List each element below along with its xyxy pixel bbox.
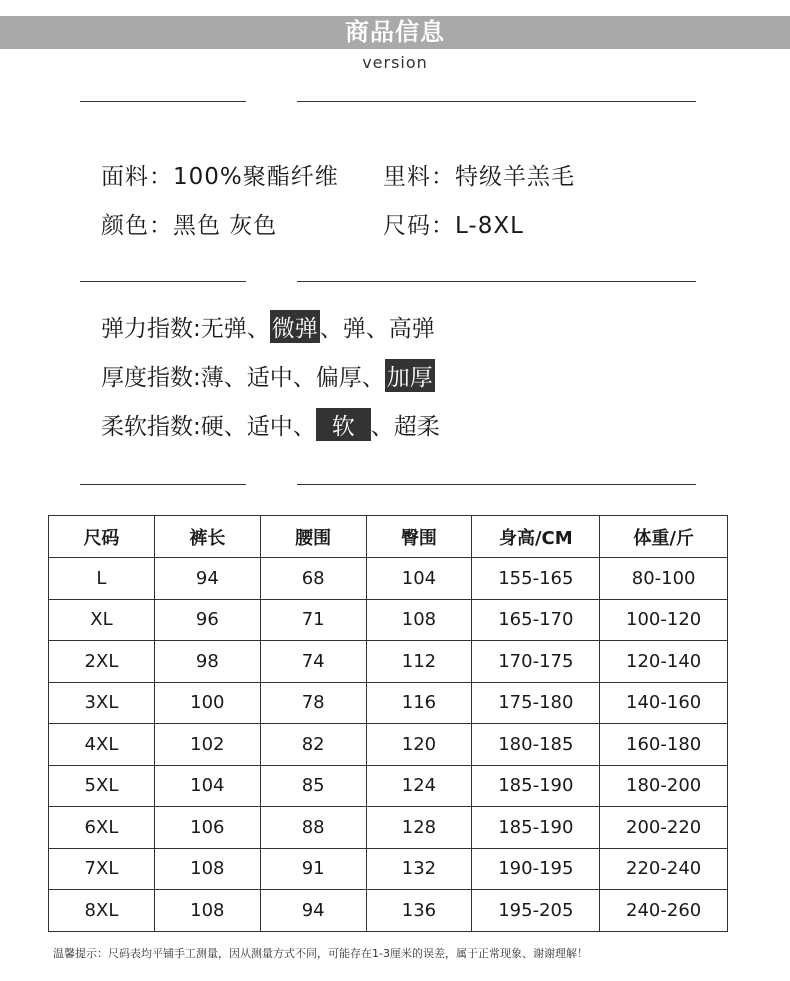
divider-right-3 [297,484,696,485]
index-option-selected: 软 [316,408,371,441]
table-cell: 82 [260,724,366,766]
table-row [49,558,728,600]
size-cell: 4XL [49,724,155,766]
table-cell: 100-120 [600,599,728,641]
index-option-selected: 微弹 [270,310,320,343]
table-cell: 68 [260,558,366,600]
table-cell: 180-185 [472,724,600,766]
size-cell: 2XL [49,641,155,683]
table-cell: 220-240 [600,848,728,890]
table-cell: 108 [154,890,260,932]
index-option: 弹 [342,316,366,342]
spec-fabric: 面料：100%聚酯纤维 [101,164,339,190]
index-row-softness: 柔软指数:硬、适中、 软 、超柔 [101,408,440,441]
header-cell: 身高/CM [472,516,600,558]
index-row-elasticity: 弹力指数:无弹、微弹、弹、高弹 [101,310,435,343]
page-subtitle: version [362,53,428,72]
table-cell: 116 [366,682,472,724]
index-option: 高弹 [388,316,435,342]
size-cell: XL [49,599,155,641]
table-cell: 108 [154,848,260,890]
table-row [49,807,728,849]
table-row [49,765,728,807]
table-cell: 71 [260,599,366,641]
index-label: 弹力指数: [101,316,201,342]
index-option: 偏厚 [315,365,362,391]
divider-left-2 [80,281,246,282]
table-cell: 190-195 [472,848,600,890]
table-cell: 96 [154,599,260,641]
table-cell: 106 [154,807,260,849]
table-cell: 128 [366,807,472,849]
table-cell: 80-100 [600,558,728,600]
table-cell: 102 [154,724,260,766]
table-row [49,599,728,641]
table-row [49,641,728,683]
table-cell: 104 [154,765,260,807]
page-title: 商品信息 [345,18,445,46]
divider-left-3 [80,484,246,485]
index-option: 超柔 [393,414,440,440]
table-cell: 140-160 [600,682,728,724]
table-cell: 85 [260,765,366,807]
index-label: 厚度指数: [101,365,201,391]
index-option: 适中 [246,365,293,391]
table-row [49,724,728,766]
table-cell: 175-180 [472,682,600,724]
size-table [48,515,728,932]
header-cell: 体重/斤 [600,516,728,558]
table-cell: 170-175 [472,641,600,683]
table-cell: 88 [260,807,366,849]
size-cell: 5XL [49,765,155,807]
size-cell: L [49,558,155,600]
table-cell: 185-190 [472,765,600,807]
size-table-header [49,516,728,558]
spec-color: 颜色：黑色 灰色 [101,213,278,239]
index-option: 无弹 [200,316,247,342]
table-cell: 136 [366,890,472,932]
table-cell: 155-165 [472,558,600,600]
table-cell: 100 [154,682,260,724]
index-option: 适中 [246,414,293,440]
divider-right-1 [297,101,696,102]
table-cell: 124 [366,765,472,807]
table-cell: 104 [366,558,472,600]
spec-lining: 里料：特级羊羔毛 [383,164,575,190]
table-cell: 185-190 [472,807,600,849]
header-cell: 臀围 [366,516,472,558]
size-cell: 3XL [49,682,155,724]
table-cell: 94 [154,558,260,600]
table-cell: 94 [260,890,366,932]
table-cell: 180-200 [600,765,728,807]
table-cell: 240-260 [600,890,728,932]
table-cell: 200-220 [600,807,728,849]
divider-left-1 [80,101,246,102]
table-cell: 98 [154,641,260,683]
table-cell: 74 [260,641,366,683]
footnote: 温馨提示：尺码表均平铺手工测量，因从测量方式不同，可能存在1-3厘米的误差，属于正常现象、谢谢理解！ [53,947,588,960]
table-row [49,890,728,932]
table-cell: 120-140 [600,641,728,683]
table-cell: 132 [366,848,472,890]
table-cell: 195-205 [472,890,600,932]
index-label: 柔软指数: [101,414,201,440]
size-cell: 8XL [49,890,155,932]
table-cell: 112 [366,641,472,683]
divider-right-2 [297,281,696,282]
table-cell: 91 [260,848,366,890]
index-option: 薄 [200,365,224,391]
spec-size: 尺码：L-8XL [383,213,524,239]
table-cell: 160-180 [600,724,728,766]
table-cell: 165-170 [472,599,600,641]
table-cell: 108 [366,599,472,641]
size-cell: 7XL [49,848,155,890]
index-option: 硬 [200,414,224,440]
header-cell: 腰围 [260,516,366,558]
table-row [49,848,728,890]
table-cell: 120 [366,724,472,766]
table-cell: 78 [260,682,366,724]
size-cell: 6XL [49,807,155,849]
index-row-thickness: 厚度指数:薄、适中、偏厚、加厚 [101,359,435,392]
header-cell: 尺码 [49,516,155,558]
header-cell: 裤长 [154,516,260,558]
table-row [49,682,728,724]
index-option-selected: 加厚 [385,359,435,392]
